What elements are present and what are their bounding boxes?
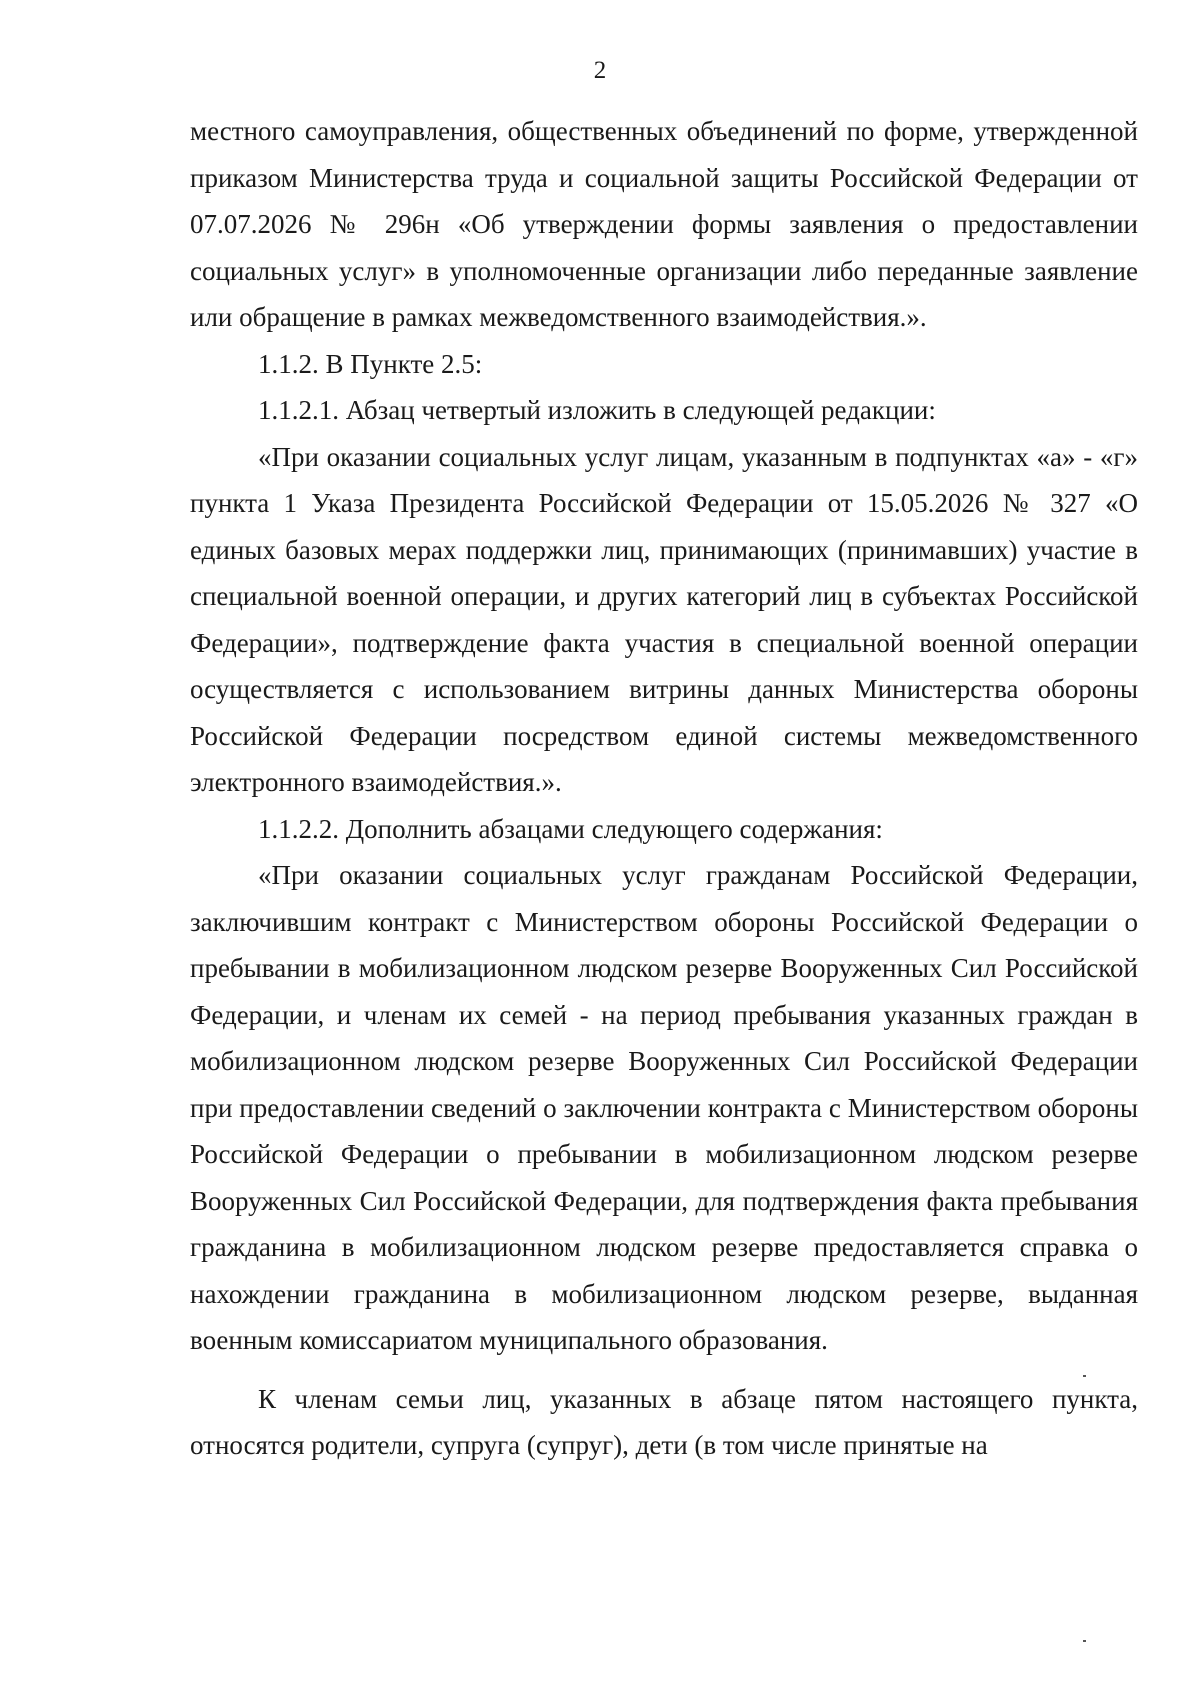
paragraph-item-1-1-2-2: 1.1.2.2. Дополнить абзацами следующего содержания: <box>258 813 883 844</box>
paragraph-continuation: местного самоуправления, общественных объединений по форме, утвержденной приказом Министерства труда и социальной защиты Российской Федерации от 07.07.2026 № 296н «Об утверждении формы заявления о предоставлении социальных услуг» в уполномоченные организации либо переданные заявление или обращение в рамках межведомственного взаимодействия.». <box>190 116 1138 332</box>
paragraph-quote-svo: «При оказании социальных услуг лицам, указанным в подпунктах «а» - «г» пункта 1 Указа Президента Российской Федерации от 15.05.2026 № 327 «О единых базовых мерах поддержки лиц, принимающих (принимавших) участие в специальной военной операции, и других категорий лиц в субъектах Российской Федерации», подтверждение факта участия в специальной военной операции осуществляется с использованием витрины данных Министерства обороны Российской Федерации посредством единой системы межведомственного электронного взаимодействия.». <box>190 441 1138 797</box>
page-number: 2 <box>593 57 607 84</box>
scan-speck <box>1083 1640 1086 1642</box>
scan-speck <box>1083 1375 1086 1377</box>
document-body <box>190 108 1138 1469</box>
paragraph-item-1-1-2-1: 1.1.2.1. Абзац четвертый изложить в следующей редакции: <box>258 395 936 425</box>
paragraph-family-members: К членам семьи лиц, указанных в абзаце пятом настоящего пункта, относятся родители, супруга (супруг), дети (в том числе принятые на <box>190 1383 1138 1460</box>
paragraph-quote-reserve: «При оказании социальных услуг гражданам Российской Федерации, заключившим контракт с Министерством обороны Российской Федерации о пребывании в мобилизационном людском резерве Вооруженных Сил Российской Федерации, и членам их семей - на период пребывания указанных граждан в мобилизационном людском резерве Вооруженных Сил Российской Федерации при предоставлении сведений о заключении контракта с Министерством обороны Российской Федерации о пребывании в мобилизационном людском резерве Вооруженных Сил Российской Федерации, для подтверждения факта пребывания гражданина в мобилизационном людском резерве предоставляется справка о нахождении гражданина в мобилизационном людском резерве, выданная военным комиссариатом муниципального образования. <box>190 860 1138 1355</box>
paragraph-item-1-1-2: 1.1.2. В Пункте 2.5: <box>258 348 483 379</box>
